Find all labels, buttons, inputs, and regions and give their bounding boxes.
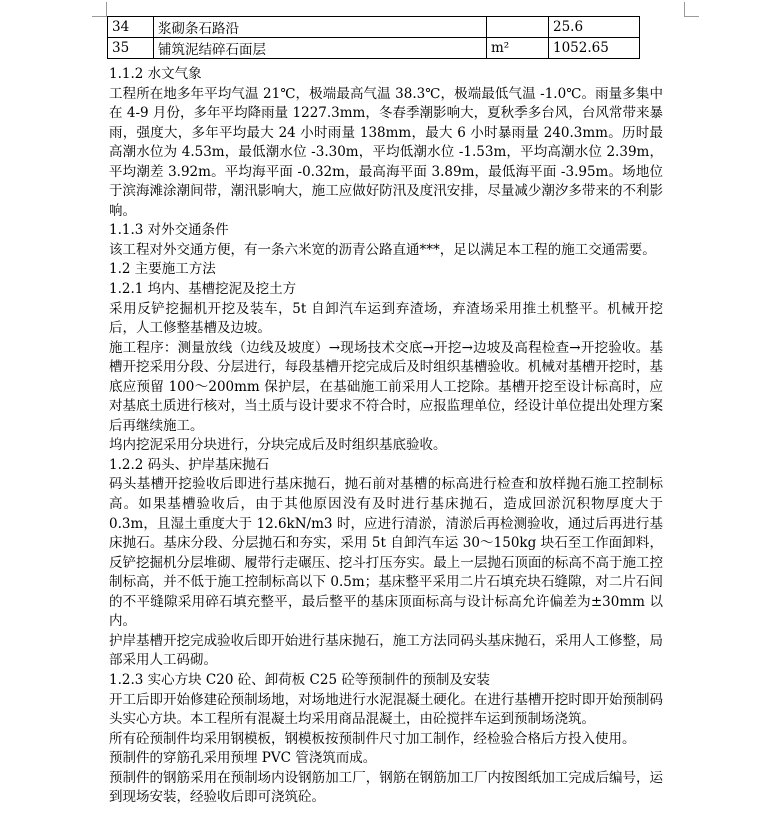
page-corner-mark-left — [92, 2, 107, 17]
section-heading-excavation: 1.2.1 坞内、基槽挖泥及挖土方 — [109, 281, 297, 298]
page-corner-mark-right — [684, 2, 699, 17]
rebar-paragraph: 预制件的钢筋采用在预制场内设钢筋加工厂，钢筋在钢筋加工厂内按图纸加工完成后编号，运到现场安装，经验收后即可浇筑砼。 — [109, 769, 663, 806]
hydrology-paragraph: 工程所在地多年平均气温 21℃，极端最高气温 38.3℃，极端最低气温 -1.0℃。雨量多集中在 4-9 月份，多年平均降雨量 1227.3mm，冬春季潮影响大，夏秋季多台风，台风常带来暴雨，强度大，多年平均最大 24 小时雨量 138mm，最大 6 小时暴雨量 240.3mm。历时最高潮水位为 4.53m，最低潮水位 -3.30m，平均低潮水位 -1.53m，平均高潮水位 2.39m，平均潮差 3.92m。平均海平面 -0.32m，最高海平面 3.89m，最低海平面 -3.95m。场地位于滨海滩涂潮间带，潮汛影响大，施工应做好防汛及度汛安排，尽量减少潮汐多带来的不利影响。 — [109, 85, 663, 219]
row-number-cell: 34 — [108, 17, 154, 38]
quantity-cell: 1052.65 — [549, 38, 640, 59]
unit-cell: m² — [487, 38, 549, 59]
pvc-holes-paragraph: 预制件的穿筋孔采用预埋 PVC 管浇筑而成。 — [109, 750, 377, 767]
section-heading-transport: 1.1.3 对外交通条件 — [109, 222, 229, 239]
construction-procedure-paragraph: 施工程序：测量放线（边线及坡度）→现场技术交底→开挖→边坡及高程检查→开挖验收。基槽开挖采用分段、分层进行，每段基槽开挖完成后及时组织基槽验收。机械对基槽开挖时，基底应预留 100～200mm 保护层，在基础施工前采用人工挖除。基槽开挖至设计标高时，应对基底土质进行核对，当土质与设计要求不符合时，应报监理单位，经设计单位提出处理方案后再继续施工。 — [109, 339, 663, 434]
item-name-cell: 铺筑泥结碎石面层 — [154, 38, 487, 59]
excavation-paragraph: 采用反铲挖掘机开挖及装车，5t 自卸汽车运到弃渣场，弃渣场采用推土机整平。机械开挖后，人工修整基槽及边坡。 — [109, 300, 663, 337]
document-body — [109, 65, 663, 808]
precast-yard-paragraph: 开工后即开始修建砼预制场地，对场地进行水泥混凝土硬化。在进行基槽开挖时即开始预制码头实心方块。本工程所有混凝土均采用商品混凝土，由砼搅拌车运到预制场浇筑。 — [109, 691, 663, 728]
quantities-table — [107, 16, 640, 59]
riprap-paragraph: 码头基槽开挖验收后即进行基床抛石，抛石前对基槽的标高进行检查和放样抛石施工控制标高。如果基槽验收后，由于其他原因没有及时进行基床抛石，造成回淤沉积物厚度大于 0.3m，且湿土重度大于 12.6kN/m3 时，应进行清淤，清淤后再检测验收，通过后再进行基床抛石。基床分段、分层抛石和夯实，采用 5t 自卸汽车运 30～150kg 块石至工作面卸料，反铲挖掘机分层堆砌、履带行走碾压、挖斗打压夯实。最上一层抛石顶面的标高不高于施工控制标高，并不低于施工控制标高以下 0.5m；基床整平采用二片石填充块石缝隙，对二片石间的不平缝隙采用碎石填充整平，最后整平的基床顶面标高与设计标高允许偏差为±30mm 以内。 — [109, 476, 663, 630]
revetment-riprap-paragraph: 护岸基槽开挖完成验收后即开始进行基床抛石，施工方法同码头基床抛石，采用人工修整，局部采用人工码砌。 — [109, 632, 663, 669]
section-heading-riprap: 1.2.2 码头、护岸基床抛石 — [109, 456, 270, 473]
unit-cell — [487, 17, 549, 38]
table-row — [108, 38, 640, 59]
formwork-paragraph: 所有砼预制件均采用钢模板，钢模板按预制件尺寸加工制作，经检验合格后方投入使用。 — [109, 730, 636, 747]
transport-paragraph: 该工程对外交通方便，有一条六米宽的沥青公路直通***，足以满足本工程的施工交通需要。 — [109, 241, 656, 258]
table-row — [108, 17, 640, 38]
section-heading-construction-methods: 1.2 主要施工方法 — [109, 261, 216, 278]
section-heading-precast: 1.2.3 实心方块 C20 砼、卸荷板 C25 砼等预制件的预制及安装 — [109, 671, 490, 688]
item-name-cell: 浆砌条石路沿 — [154, 17, 487, 38]
row-number-cell: 35 — [108, 38, 154, 59]
quantity-cell: 25.6 — [549, 17, 640, 38]
dock-dredging-paragraph: 坞内挖泥采用分块进行，分块完成后及时组织基底验收。 — [109, 437, 447, 454]
section-heading-hydrology: 1.1.2 水文气象 — [109, 66, 202, 82]
